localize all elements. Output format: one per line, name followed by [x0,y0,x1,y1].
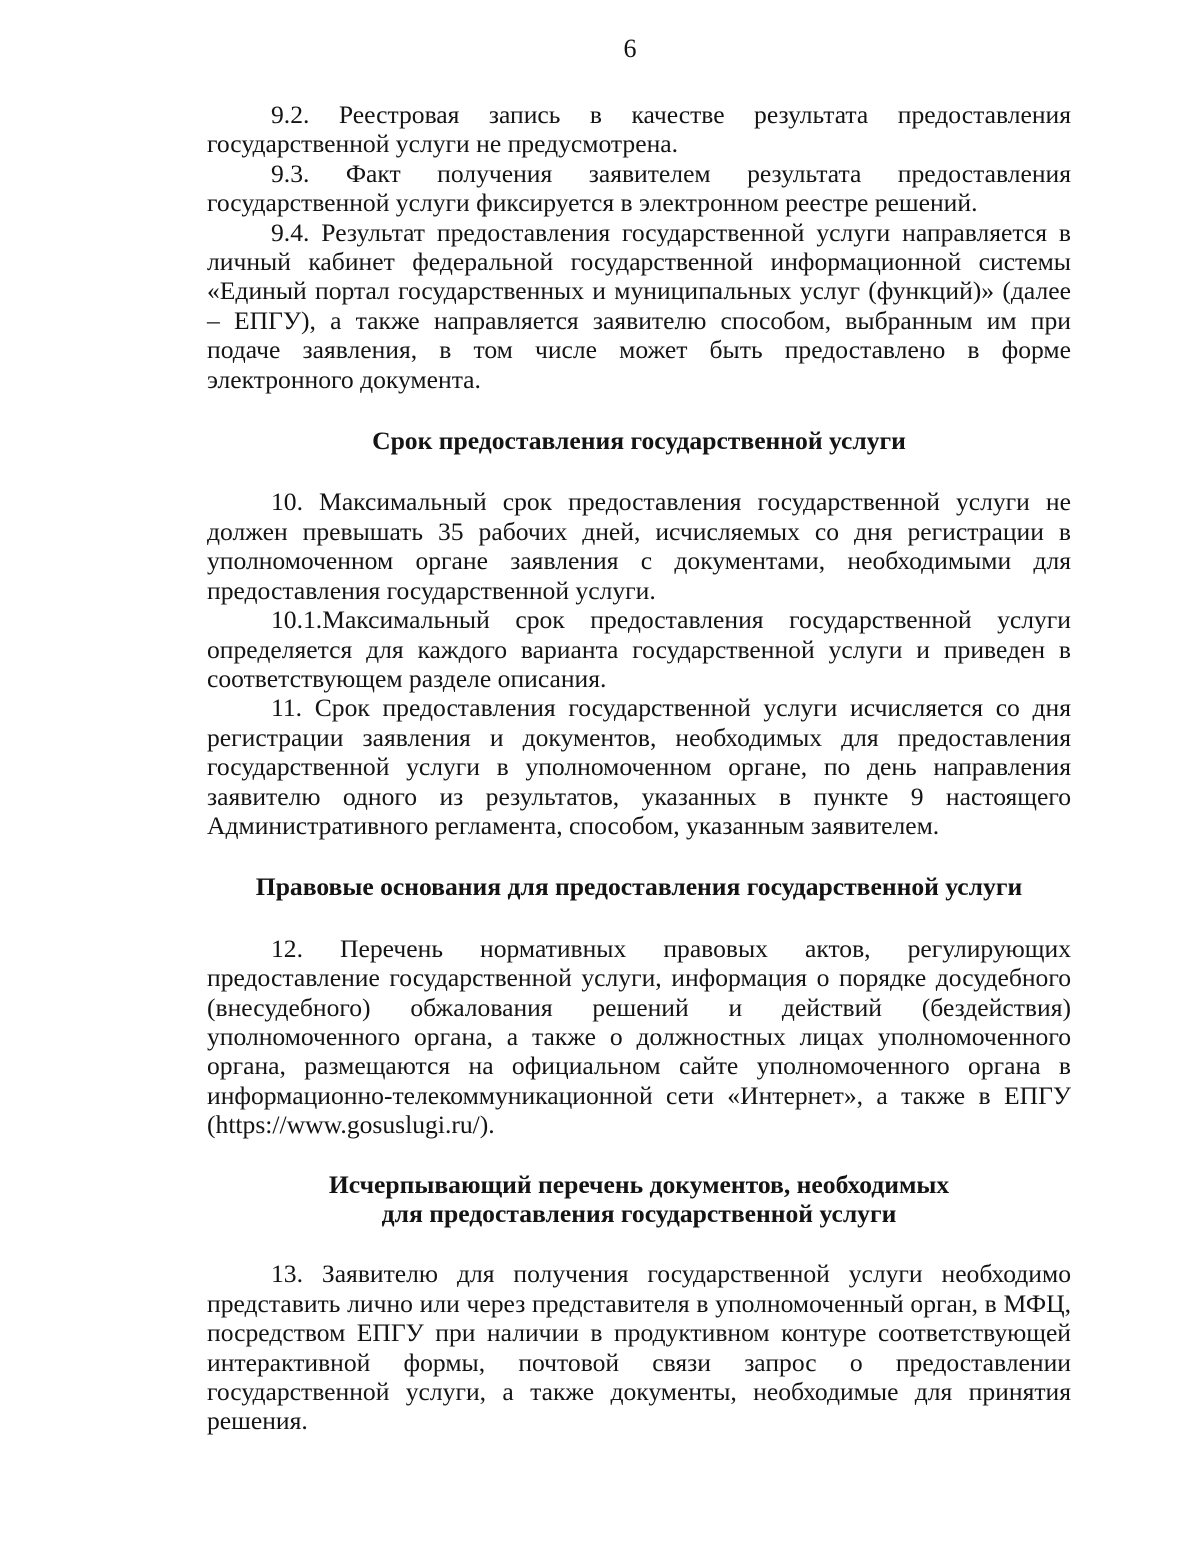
heading-service-term: Срок предоставления государственной услуги [372,426,906,456]
heading-required-documents [207,1170,1071,1229]
heading-required-documents-line-2: для предоставления государственной услуги [381,1199,897,1228]
paragraph-9-2: 9.2. Реестровая запись в качестве результата предоставления государственной услуги не предусмотрена. [207,100,1071,159]
heading-legal-grounds: Правовые основания для предоставления государственной услуги [255,872,1023,902]
paragraph-9-3: 9.3. Факт получения заявителем результата предоставления государственной услуги фиксируется в электронном реестре решений. [207,158,1071,218]
paragraph-12: 12. Перечень нормативных правовых актов, регулирующих предоставление государственной услуги, информация о порядке досудебного (внесудебного) обжалования решений и действий (бездействия) уполномоченного органа, а также о должностных лицах уполномоченного органа, размещаются на официальном сайте уполномоченного органа в информационно-телекоммуникационной сети «Интернет», а также в ЕПГУ (https://www.gosuslugi.ru/). [207,933,1071,1140]
paragraph-10-1: 10.1.Максимальный срок предоставления государственной услуги определяется для каждого варианта государственной услуги и приведен в соответствующем разделе описания. [207,605,1071,693]
paragraph-9-4: 9.4. Результат предоставления государственной услуги направляется в личный кабинет федеральной государственной информационной системы «Единый портал государственных и муниципальных услуг (функций)» (далее – ЕПГУ), а также направляется заявителю способом, выбранным им при подаче заявления, в том числе может быть предоставлено в форме электронного документа. [207,217,1071,394]
paragraph-13: 13. Заявителю для получения государственной услуги необходимо представить лично или через представителя в уполномоченный орган, в МФЦ, посредством ЕПГУ при наличии в продуктивном контуре соответствующей интерактивной формы, почтовой связи запрос о предоставлении государственной услуги, а также документы, необходимые для принятия решения. [207,1259,1071,1436]
heading-required-documents-line-1: Исчерпывающий перечень документов, необходимых [328,1169,950,1199]
paragraph-10: 10. Максимальный срок предоставления государственной услуги не должен превышать 35 рабочих дней, исчисляемых со дня регистрации в уполномоченном органе заявления с документами, необходимыми для предоставления государственной услуги. [207,487,1071,605]
paragraph-11: 11. Срок предоставления государственной услуги исчисляется со дня регистрации заявления и документов, необходимых для предоставления государственной услуги в уполномоченном органе, по день направления заявителю одного из результатов, указанных в пункте 9 настоящего Административного регламента, способом, указанным заявителем. [207,693,1071,840]
page-number: 6 [623,34,637,63]
document-body [207,100,1071,1436]
